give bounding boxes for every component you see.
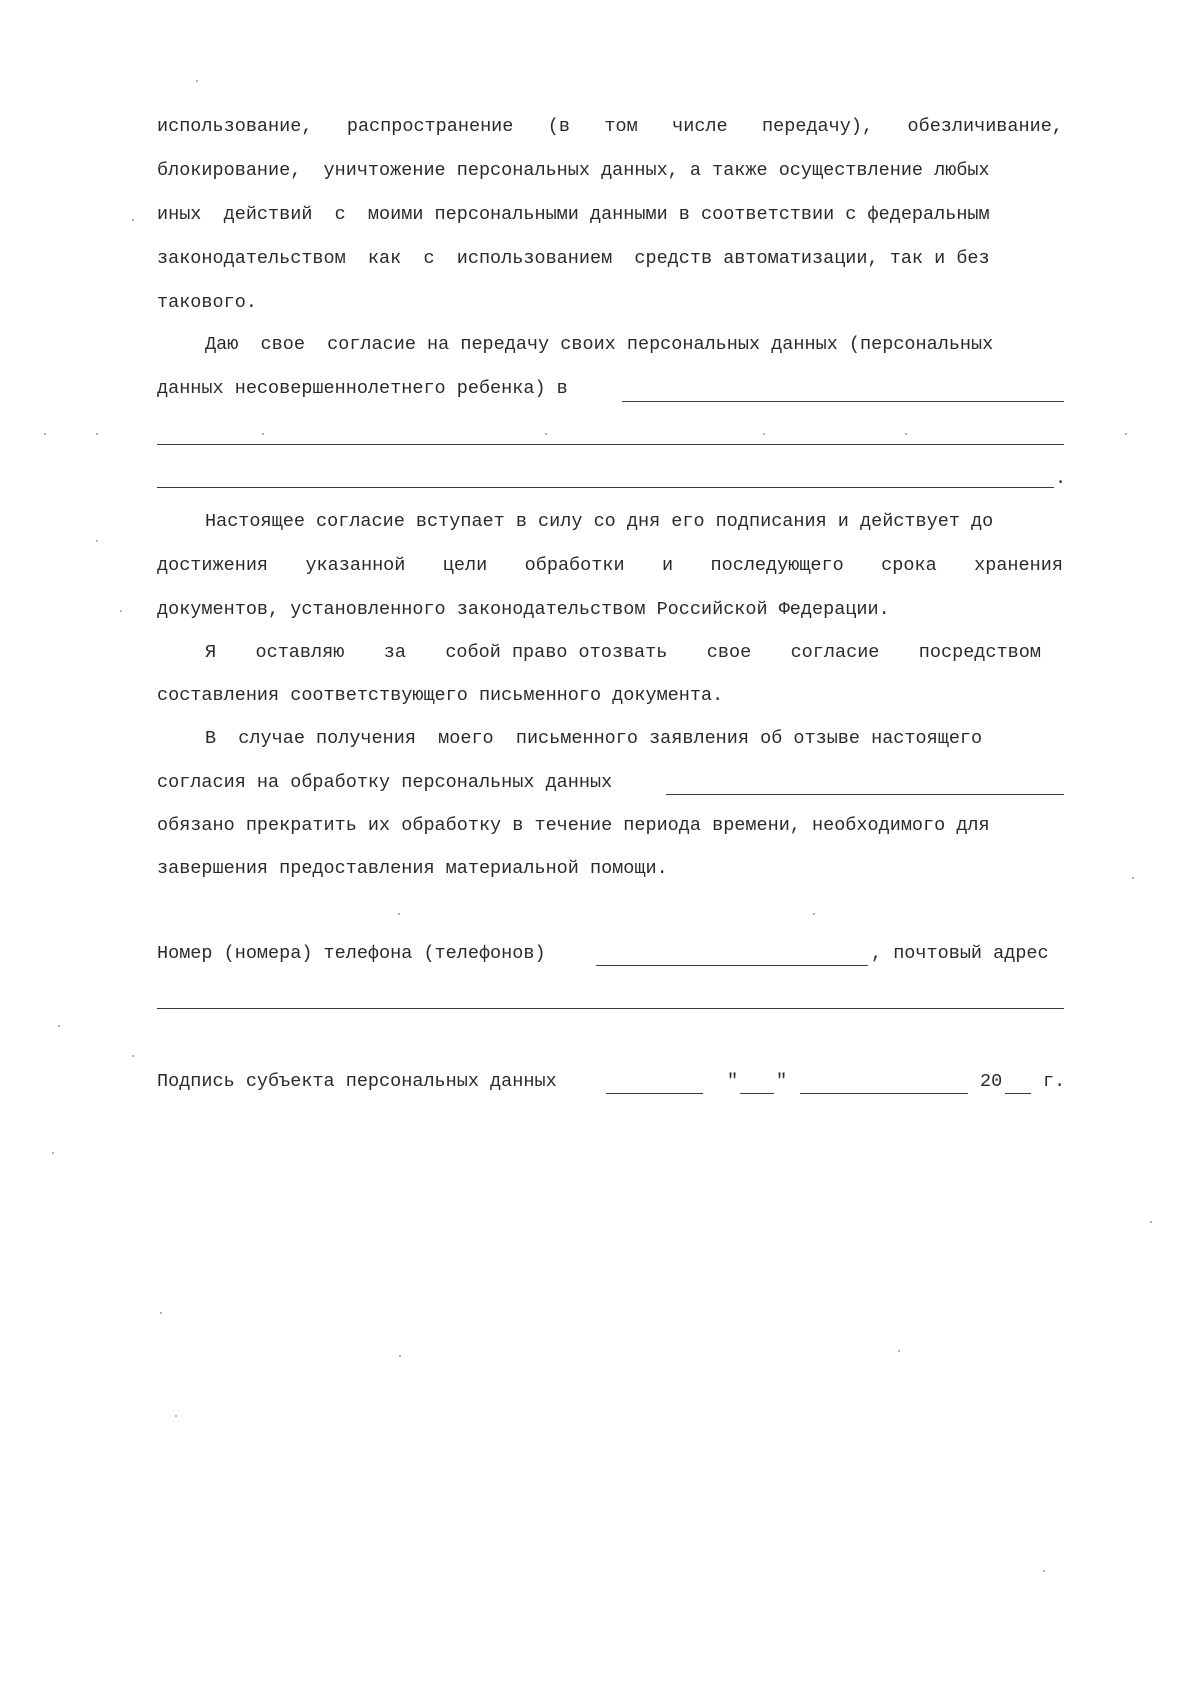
signature-label: Подпись субъекта персональных данных <box>157 1071 557 1092</box>
word: согласие <box>790 642 880 663</box>
month-underline <box>800 1093 968 1094</box>
word: собой право отозвать <box>445 642 668 663</box>
word: достижения <box>157 555 269 576</box>
scan-speck <box>160 1312 162 1314</box>
paragraph-2-line-2: данных несовершеннолетнего ребенка) в <box>157 378 568 399</box>
date-quote-open: " <box>727 1071 739 1092</box>
recipient-underline-3 <box>157 487 1054 488</box>
word: цели <box>442 555 488 576</box>
paragraph-5-line-2: согласия на обработку персональных данных <box>157 772 613 793</box>
address-label: , почтовый адрес <box>871 943 1049 964</box>
paragraph-4-line-2: составления соответствующего письменного документа. <box>157 685 724 706</box>
paragraph-3-line-1: Настоящее согласие вступает в силу со дня его подписания и действует до <box>205 511 994 532</box>
word: обработки <box>524 555 625 576</box>
word: свое <box>706 642 752 663</box>
scan-speck <box>175 1415 177 1417</box>
phone-underline <box>596 965 868 966</box>
paragraph-5-line-4: завершения предоставления материальной помощи. <box>157 858 668 879</box>
year-underline <box>1005 1093 1031 1094</box>
year-prefix: 20 <box>980 1071 1003 1092</box>
paragraph-1-line-3: иных действий с моими персональными данными в соответствии с федеральным <box>157 204 990 225</box>
word: обезличивание, <box>907 116 1063 137</box>
scan-speck <box>1043 1570 1045 1572</box>
word: последующего <box>710 555 844 576</box>
word: (в <box>547 116 570 137</box>
scan-speck <box>96 540 98 542</box>
word: и <box>661 555 674 576</box>
scan-speck <box>399 1355 401 1357</box>
paragraph-1-line-5: такового. <box>157 292 257 313</box>
word: оставляю <box>255 642 345 663</box>
signature-underline <box>606 1093 703 1094</box>
address-underline <box>157 1008 1064 1009</box>
paragraph-3-line-3: документов, установленного законодательством Российской Федерации. <box>157 599 890 620</box>
paragraph-1-line-2: блокирование, уничтожение персональных данных, а также осуществление любых <box>157 160 990 181</box>
word: указанной <box>305 555 406 576</box>
word: за <box>383 642 406 663</box>
scan-speck <box>905 433 907 435</box>
scan-speck <box>763 433 765 435</box>
scan-speck <box>545 433 547 435</box>
word: посредством <box>918 642 1041 663</box>
scan-speck <box>132 1055 134 1057</box>
word: том <box>604 116 638 137</box>
scan-speck <box>262 433 264 435</box>
end-period: . <box>1055 468 1067 489</box>
word: срока <box>881 555 937 576</box>
scan-speck <box>1125 433 1127 435</box>
recipient-underline-2 <box>157 444 1064 445</box>
word: Я <box>205 642 217 663</box>
scan-speck <box>1150 1221 1152 1223</box>
day-underline <box>740 1093 774 1094</box>
word: хранения <box>974 555 1063 576</box>
paragraph-3-line-2 <box>157 551 1063 581</box>
recipient-underline-1 <box>622 401 1064 402</box>
phone-label: Номер (номера) телефона (телефонов) <box>157 943 546 964</box>
scan-speck <box>120 610 122 612</box>
paragraph-1-line-4: законодательством как с использованием средств автоматизации, так и без <box>157 248 990 269</box>
scan-speck <box>196 80 198 82</box>
word: числе <box>672 116 728 137</box>
scan-speck <box>1132 877 1134 879</box>
word: распространение <box>346 116 514 137</box>
paragraph-4-line-1 <box>205 638 1041 668</box>
scan-speck <box>96 433 98 435</box>
word: передачу), <box>762 116 874 137</box>
scan-speck <box>52 1152 54 1154</box>
scan-speck <box>132 219 134 221</box>
paragraph-5-line-3: обязано прекратить их обработку в течение периода времени, необходимого для <box>157 815 990 836</box>
word: использование, <box>157 116 313 137</box>
scan-speck <box>44 433 46 435</box>
scan-speck <box>898 1350 900 1352</box>
scan-speck <box>58 1025 60 1027</box>
operator-name-underline <box>666 794 1064 795</box>
paragraph-2-line-1: Даю свое согласие на передачу своих персональных данных (персональных <box>205 334 994 355</box>
year-suffix: г. <box>1043 1071 1066 1092</box>
paragraph-1-line-1 <box>157 112 1063 142</box>
paragraph-5-line-1: В случае получения моего письменного заявления об отзыве настоящего <box>205 728 983 749</box>
date-quote-close: " <box>776 1071 788 1092</box>
scan-speck <box>398 913 400 915</box>
scan-speck <box>813 913 815 915</box>
